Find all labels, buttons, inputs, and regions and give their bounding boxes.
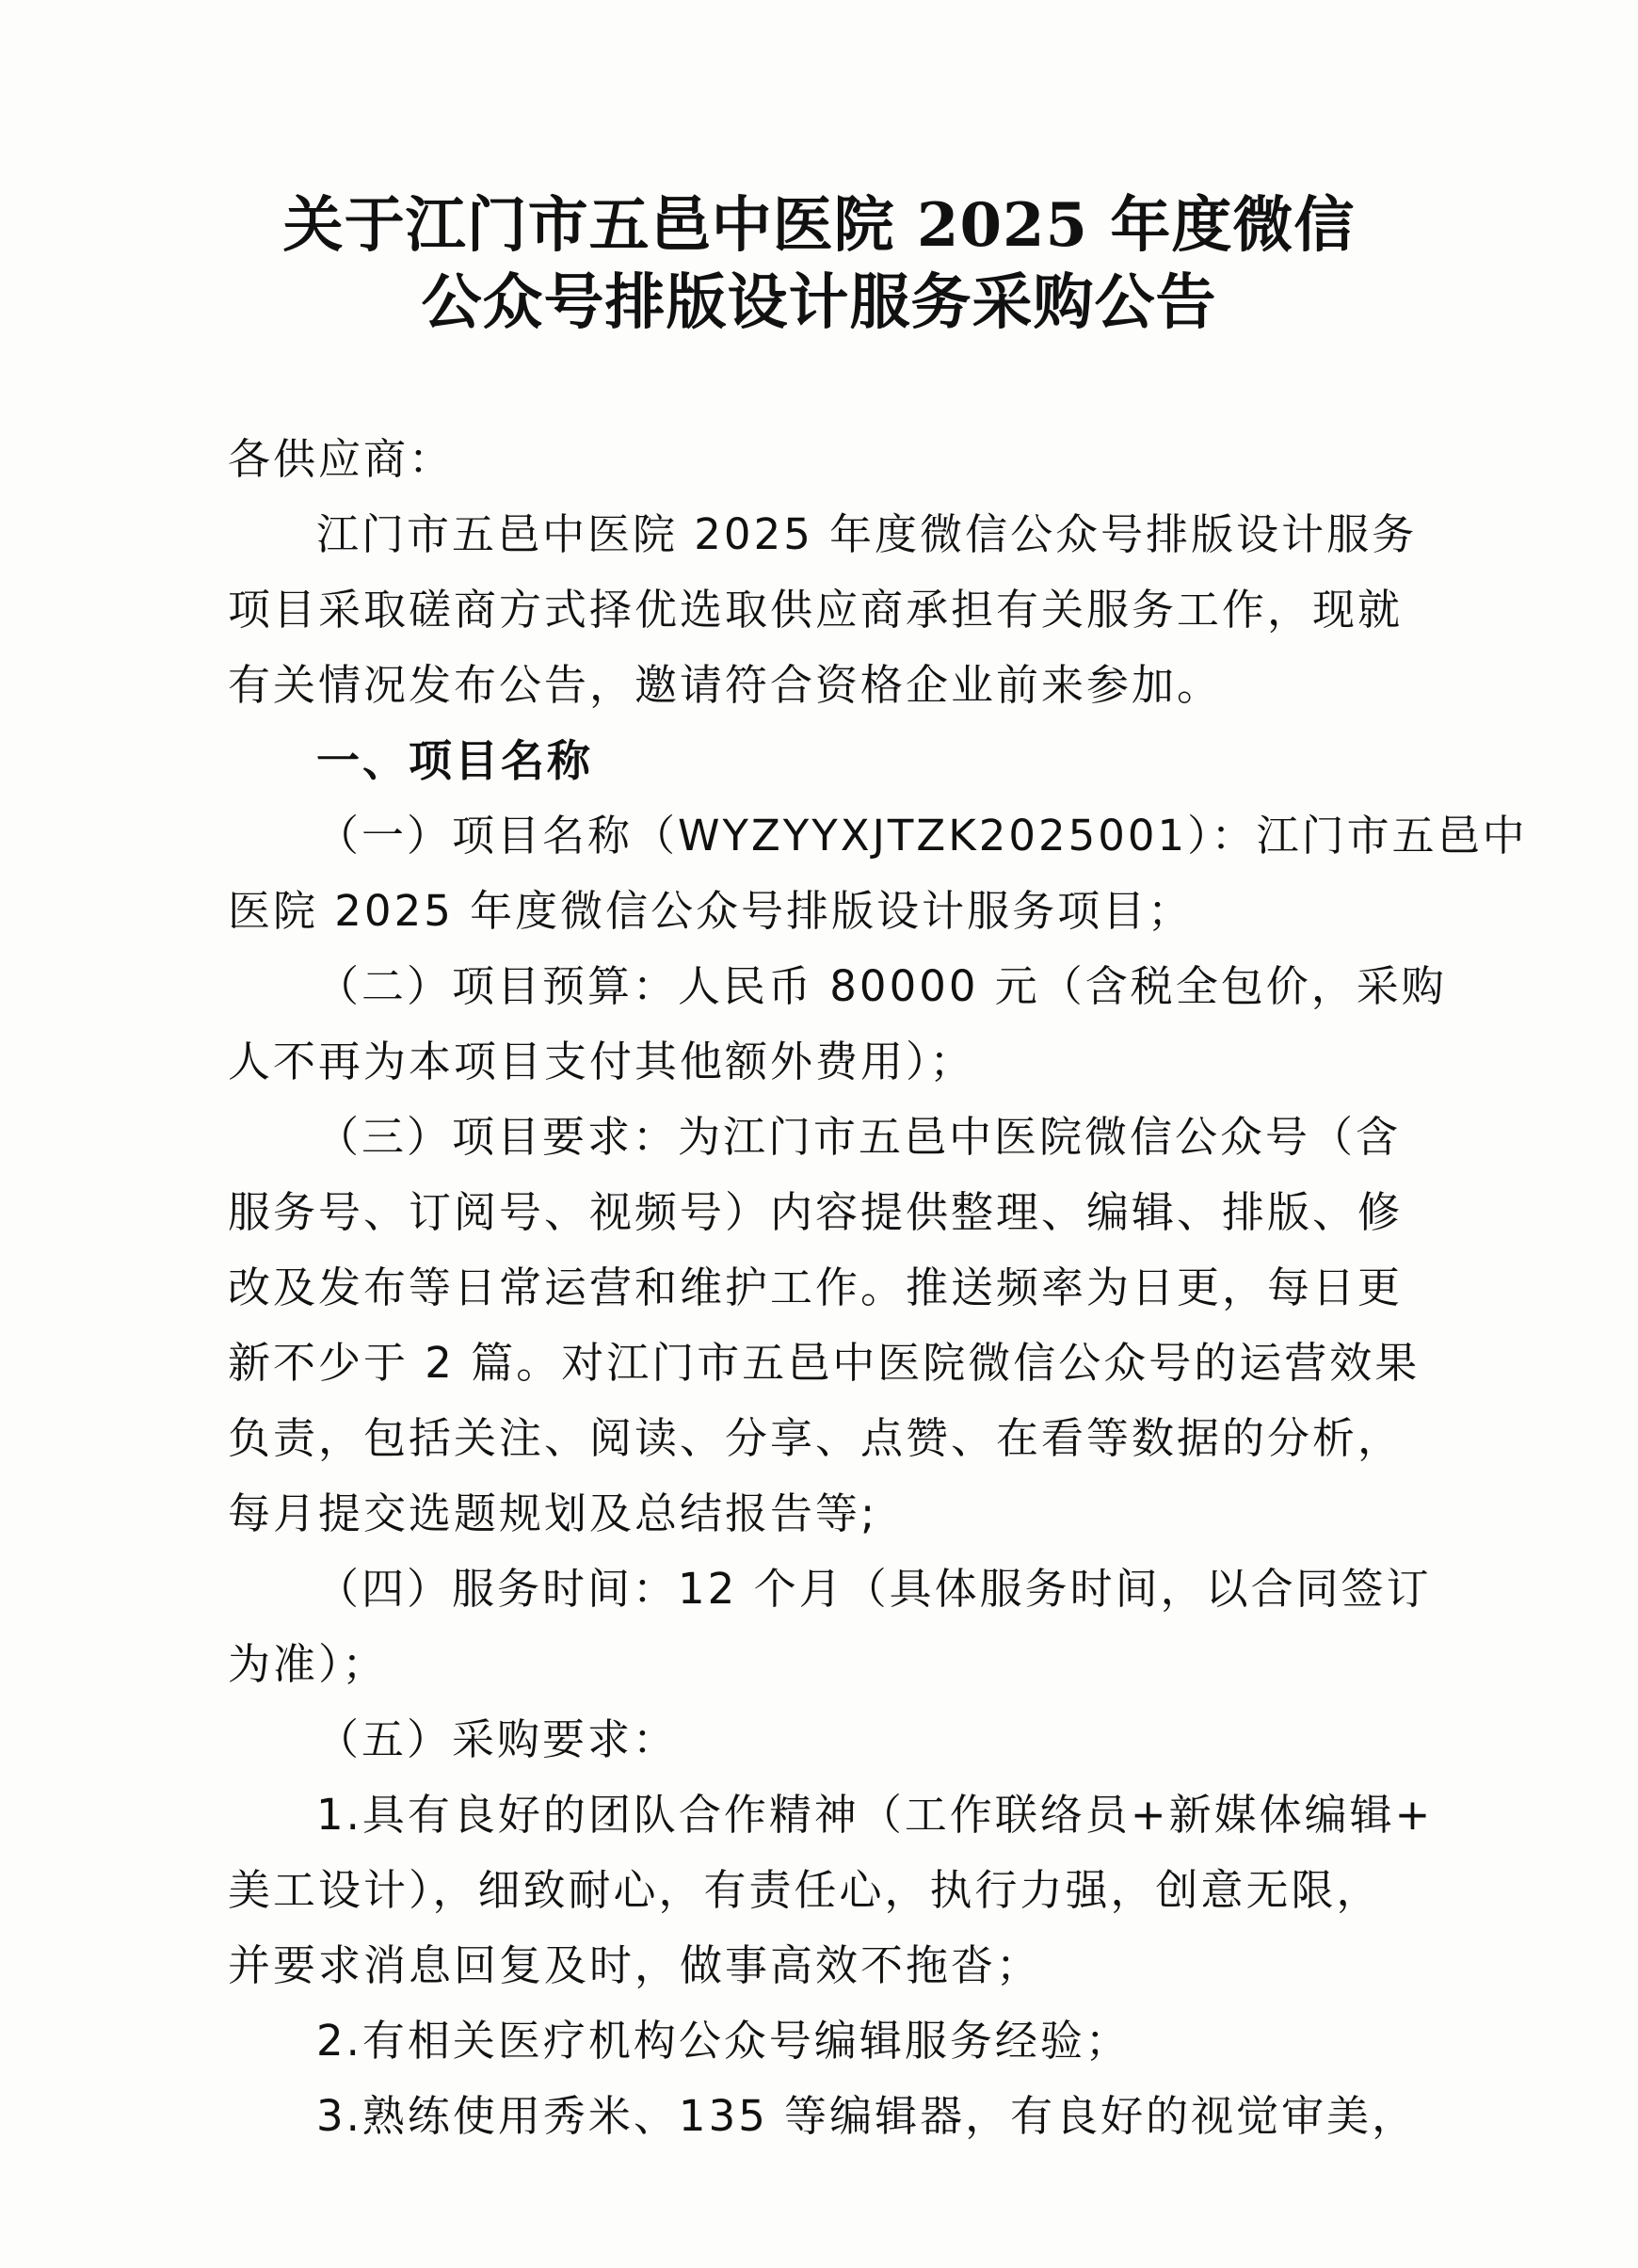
- body-line: 医院 2025 年度微信公众号排版设计服务项目；: [228, 886, 1194, 936]
- document-title-line-1: 关于江门市五邑中医院 2025 年度微信: [282, 190, 1356, 261]
- body-line: 新不少于 2 篇。对江门市五邑中医院微信公众号的运营效果: [228, 1338, 1421, 1388]
- body-line: 并要求消息回复及时，做事高效不拖沓；: [228, 1940, 1042, 1990]
- body-line: （三）项目要求：为江门市五邑中医院微信公众号（含: [316, 1112, 1402, 1162]
- body-line: 负责，包括关注、阅读、分享、点赞、在看等数据的分析，: [228, 1413, 1404, 1463]
- body-line: （四）服务时间：12 个月（具体服务时间，以合同签订: [316, 1564, 1432, 1614]
- body-line: 为准）；: [228, 1639, 388, 1689]
- body-line: （一）项目名称（WYZYYXJTZK2025001）：江门市五邑中: [316, 811, 1528, 861]
- body-line: （五）采购要求：: [316, 1714, 679, 1764]
- intro-paragraph-line: 项目采取磋商方式择优选取供应商承担有关服务工作，现就: [228, 585, 1404, 635]
- intro-paragraph-line: 江门市五邑中医院 2025 年度微信公众号排版设计服务: [316, 509, 1418, 559]
- body-line: 1.具有良好的团队合作精神（工作联络员+新媒体编辑+: [316, 1790, 1434, 1840]
- body-line: 改及发布等日常运营和维护工作。推送频率为日更，每日更: [228, 1263, 1404, 1312]
- body-line: 每月提交选题规划及总结报告等;: [228, 1488, 878, 1538]
- body-line: 人不再为本项目支付其他额外费用）；: [228, 1037, 975, 1086]
- document-title-line-2: 公众号排版设计服务采购公告: [421, 267, 1217, 338]
- intro-paragraph-line: 有关情况发布公告，邀请符合资格企业前来参加。: [228, 660, 1223, 710]
- body-line: （二）项目预算：人民币 80000 元（含税全包价，采购: [316, 961, 1447, 1011]
- body-line: 美工设计），细致耐心，有责任心，执行力强，创意无限，: [228, 1865, 1382, 1915]
- section-heading: 一、项目名称: [316, 735, 593, 786]
- salutation: 各供应商：: [228, 434, 455, 484]
- body-line: 3.熟练使用秀米、135 等编辑器，有良好的视觉审美，: [316, 2091, 1418, 2141]
- body-line: 2.有相关医疗机构公众号编辑服务经验；: [316, 2016, 1131, 2066]
- body-line: 服务号、订阅号、视频号）内容提供整理、编辑、排版、修: [228, 1187, 1404, 1237]
